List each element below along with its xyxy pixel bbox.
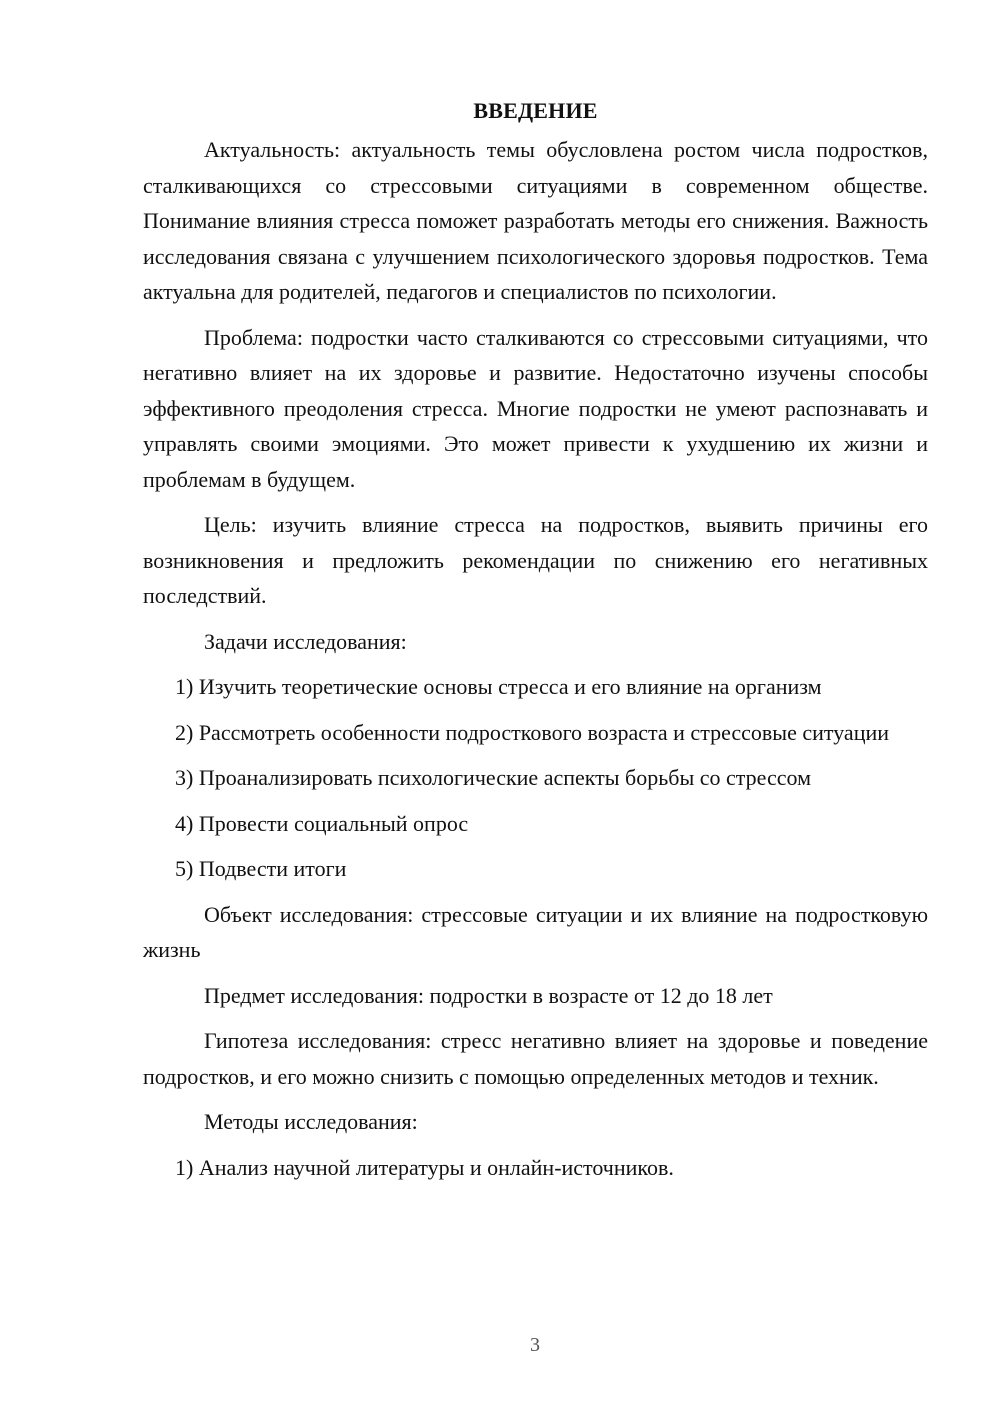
task-item: 2) Рассмотреть особенности подросткового возраста и стрессовые ситуации [175, 719, 890, 745]
goal-paragraph: Цель: изучить влияние стресса на подростков, выявить причины его возникновения и предложить рекомендации по снижению его негативных последствий. [143, 512, 928, 608]
problem-paragraph: Проблема: подростки часто сталкиваются со стрессовыми ситуациями, что негативно влияет на их здоровье и развитие. Недостаточно изучены способы эффективного преодоления стресса. Многие подростки не умеют распознавать и управлять своими эмоциями. Это может привести к ухудшению их жизни и проблемам в будущем. [143, 324, 928, 492]
task-item: 1) Изучить теоретические основы стресса и его влияние на организм [175, 674, 822, 699]
section-title: ВВЕДЕНИЕ [473, 98, 598, 123]
task-item: 5) Подвести итоги [175, 856, 347, 881]
methods-heading: Методы исследования: [204, 1109, 418, 1134]
task-item: 4) Провести социальный опрос [175, 810, 469, 836]
page-content [143, 94, 928, 1195]
object-paragraph: Объект исследования: стрессовые ситуации и их влияние на подростковую жизнь [143, 901, 928, 962]
task-item: 3) Проанализировать психологические аспекты борьбы со стрессом [175, 765, 812, 790]
subject-paragraph: Предмет исследования: подростки в возрасте от 12 до 18 лет [204, 982, 773, 1008]
hypothesis-paragraph: Гипотеза исследования: стресс негативно влияет на здоровье и поведение подростков, и его можно снизить с помощью определенных методов и техник. [143, 1028, 928, 1089]
method-item: 1) Анализ научной литературы и онлайн-источников. [175, 1154, 674, 1180]
relevance-paragraph: Актуальность: актуальность темы обусловлена ростом числа подростков, сталкивающихся со стрессовыми ситуациями в современном обществе. Понимание влияния стресса поможет разработать методы его снижения. Важность исследования связана с улучшением психологического здоровья подростков. Тема актуальна для родителей, педагогов и специалистов по психологии. [143, 137, 928, 304]
page-number: 3 [530, 1334, 540, 1356]
tasks-heading: Задачи исследования: [204, 628, 407, 654]
